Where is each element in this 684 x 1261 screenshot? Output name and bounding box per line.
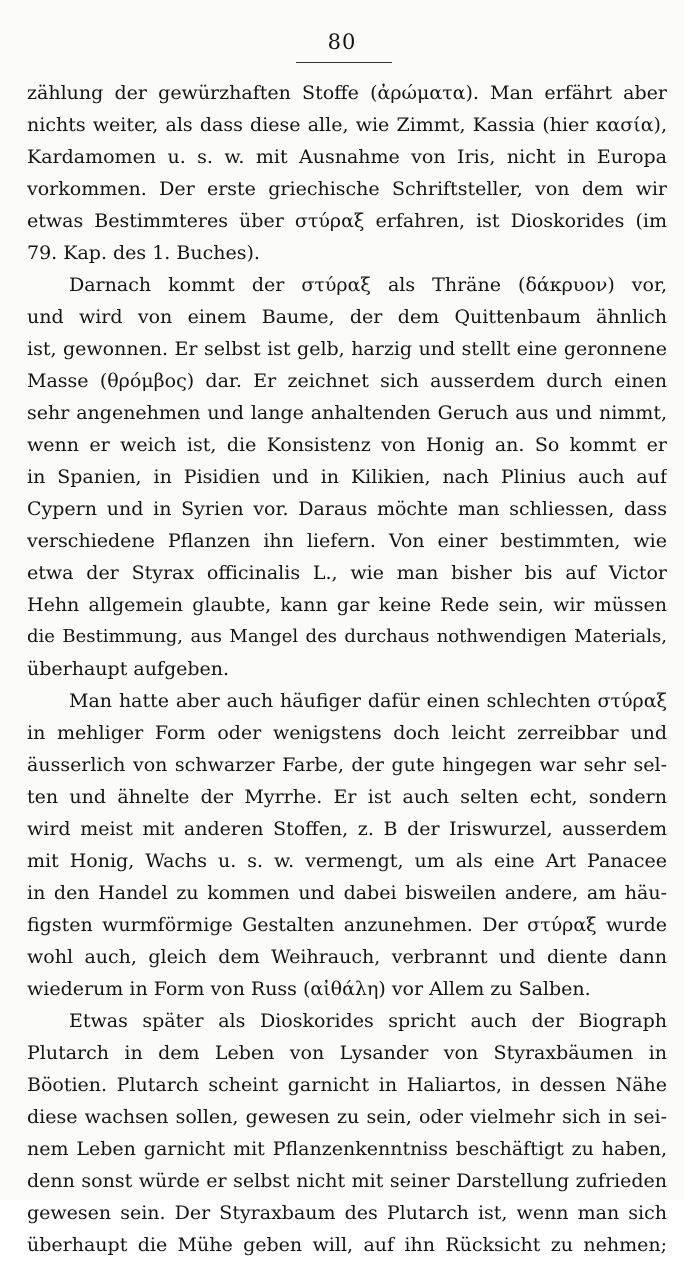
text-line: in mehliger Form oder wenigstens doch leicht zerreibbar und (27, 722, 667, 744)
text-line: Etwas später als Dioskorides spricht auch der Biograph (69, 1010, 667, 1032)
text-line: Kardamomen u. s. w. mit Ausnahme von Iris, nicht in Europa (27, 146, 667, 168)
text-line: Böotien. Plutarch scheint garnicht in Haliartos, in dessen Nähe (27, 1074, 667, 1096)
text-line: nichts weiter, als dass diese alle, wie Zimmt, Kassia (hier κασία), (27, 114, 667, 136)
text-line: Masse (θρόμβος) dar. Er zeichnet sich ausserdem durch einen (27, 370, 667, 392)
text-line: in den Handel zu kommen und dabei bisweilen andere, am häu- (27, 882, 667, 904)
text-line: Man hatte aber auch häufiger dafür einen schlechten στύραξ (69, 690, 667, 712)
text-line: zählung der gewürzhaften Stoffe (ἀρώματα). Man erfährt aber (27, 82, 667, 104)
text-line: wird meist mit anderen Stoffen, z. B der Iriswurzel, ausserdem (27, 818, 667, 840)
text-line: Hehn allgemein glaubte, kann gar keine Rede sein, wir müssen (27, 594, 667, 616)
text-line: ten und ähnelte der Myrrhe. Er ist auch selten echt, sondern (27, 786, 667, 808)
text-line: denn sonst würde er selbst nicht mit seiner Darstellung zufrieden (27, 1170, 667, 1192)
text-line: in Spanien, in Pisidien und in Kilikien, nach Plinius auch auf (27, 466, 667, 488)
text-line: Plutarch in dem Leben von Lysander von Styraxbäumen in (27, 1042, 667, 1064)
body-text (27, 77, 667, 1261)
text-line: Darnach kommt der στύραξ als Thräne (δάκρυον) vor, (69, 274, 667, 296)
text-line: wenn er weich ist, die Konsistenz von Honig an. So kommt er (27, 434, 667, 456)
page-number-rule (296, 62, 392, 63)
text-line: mit Honig, Wachs u. s. w. vermengt, um als eine Art Panacee (27, 850, 667, 872)
text-line: die Bestimmung, aus Mangel des durchaus nothwendigen Materials, (27, 626, 667, 647)
text-line: 79. Kap. des 1. Buches). (27, 242, 260, 264)
text-line: wohl auch, gleich dem Weihrauch, verbrannt und diente dann (27, 946, 667, 968)
text-line: äusserlich von schwarzer Farbe, der gute hingegen war sehr sel- (27, 754, 667, 776)
text-line: nem Leben garnicht mit Pflanzenkenntniss beschäftigt zu haben, (27, 1138, 667, 1160)
text-line: verschiedene Pflanzen ihn liefern. Von einer bestimmten, wie (27, 530, 667, 552)
text-line: gewesen sein. Der Styraxbaum des Plutarch ist, wenn man sich (27, 1202, 667, 1224)
text-line: figsten wurmförmige Gestalten anzunehmen. Der στύραξ wurde (27, 914, 667, 936)
page-number: 80 (327, 30, 357, 54)
text-line: und wird von einem Baume, der dem Quittenbaum ähnlich (27, 306, 667, 328)
text-line: Cypern und in Syrien vor. Daraus möchte man schliessen, dass (27, 498, 667, 520)
text-line: etwas Bestimmteres über στύραξ erfahren, ist Dioskorides (im (27, 210, 667, 232)
text-line: etwa der Styrax officinalis L., wie man bisher bis auf Victor (27, 562, 667, 584)
text-line: wiederum in Form von Russ (αἰθάλη) vor Allem zu Salben. (27, 978, 591, 1000)
text-line: diese wachsen sollen, gewesen zu sein, oder vielmehr sich in sei- (27, 1106, 667, 1128)
text-line: sehr angenehmen und lange anhaltenden Geruch aus und nimmt, (27, 402, 667, 424)
text-line: vorkommen. Der erste griechische Schriftsteller, von dem wir (27, 178, 667, 200)
text-line: überhaupt aufgeben. (27, 658, 230, 680)
text-line: ist, gewonnen. Er selbst ist gelb, harzig und stellt eine geronnene (27, 338, 667, 360)
text-line: überhaupt die Mühe geben will, auf ihn Rücksicht zu nehmen; (27, 1234, 667, 1256)
